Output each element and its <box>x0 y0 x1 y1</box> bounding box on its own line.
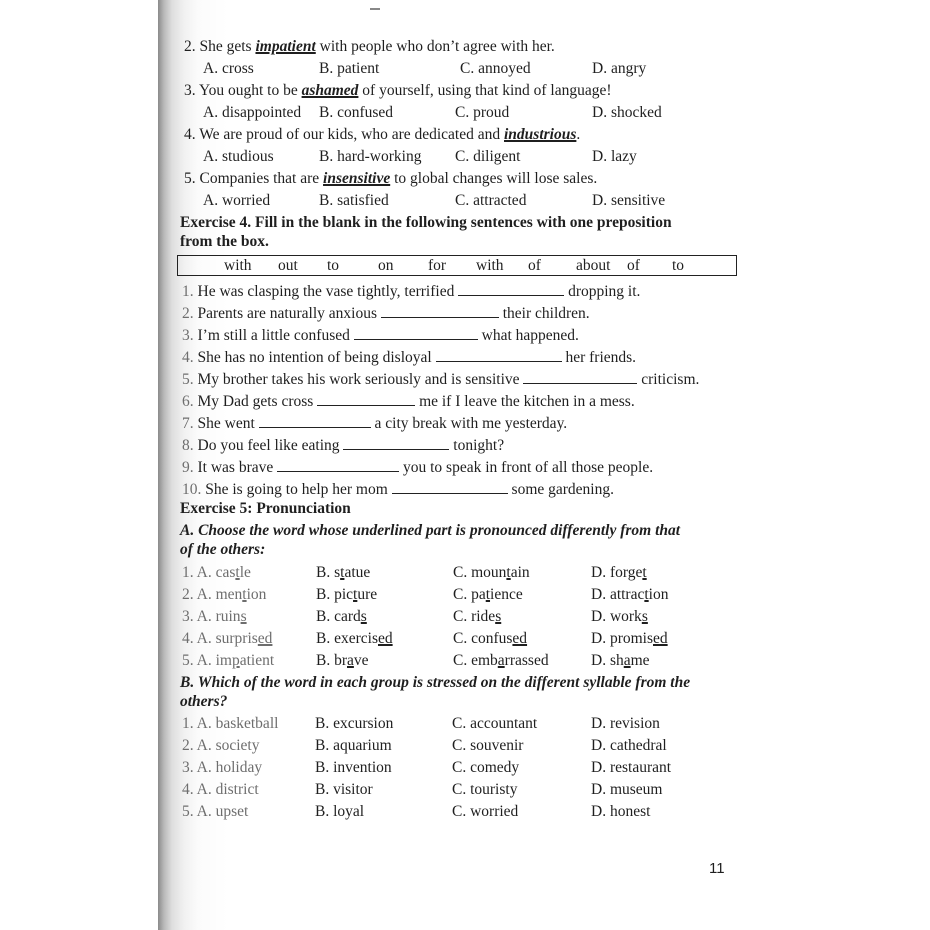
ex4-sentence-3 <box>182 325 579 345</box>
underlined-part: a <box>347 652 354 669</box>
option-a: A. worried <box>203 192 271 209</box>
ex4-sentence-6 <box>182 391 635 411</box>
stress-option: 5. A. upset <box>182 803 249 820</box>
option-text: atue <box>344 564 371 581</box>
box-word: with <box>224 257 252 274</box>
stress-option: C. worried <box>452 803 519 820</box>
exercise-4-title-cont: from the box. <box>180 233 269 250</box>
item-number: 8. <box>182 437 194 454</box>
option-d: D. lazy <box>592 148 637 165</box>
box-word: on <box>378 257 394 274</box>
ex4-sentence-1 <box>182 281 640 301</box>
underlined-part: p <box>231 652 240 669</box>
pron-option <box>316 652 369 670</box>
pron-option <box>591 630 668 648</box>
ex4-sentence-5 <box>182 369 699 389</box>
pron-option <box>453 608 501 626</box>
exercise-4-title: Exercise 4. Fill in the blank in the following sentences with one preposition <box>180 214 672 231</box>
box-word: out <box>278 257 298 274</box>
option-d: D. angry <box>592 60 647 77</box>
answer-blank[interactable] <box>343 435 449 450</box>
ex4-sentence-10 <box>182 479 614 499</box>
stress-option: B. loyal <box>315 803 365 820</box>
option-text: ion <box>246 586 267 603</box>
sentence-text: a city break with me yesterday. <box>374 415 568 432</box>
part-b-instruction-cont: others? <box>180 693 228 710</box>
sentence-text: criticism. <box>641 371 700 388</box>
pron-option <box>453 586 523 604</box>
sentence-text: She is going to help her mom <box>205 481 388 498</box>
option-text: ain <box>510 564 530 581</box>
option-text: C. moun <box>453 564 507 581</box>
ex4-sentence-7 <box>182 413 567 433</box>
item-number: 2. <box>182 305 194 322</box>
stress-option: C. touristy <box>452 781 518 798</box>
stress-option: D. revision <box>591 715 660 732</box>
pron-option <box>591 586 668 604</box>
pron-option <box>316 564 370 582</box>
option-text: D. attrac <box>591 586 645 603</box>
box-word: of <box>627 257 640 274</box>
option-text: ion <box>648 586 669 603</box>
stress-option: D. honest <box>591 803 651 820</box>
sentence-text: her friends. <box>565 349 637 366</box>
pron-option <box>453 630 527 648</box>
option-text: D. promis <box>591 630 653 647</box>
answer-blank[interactable] <box>523 369 637 384</box>
sentence-text: She went <box>197 415 255 432</box>
option-text: C. emb <box>453 652 498 669</box>
answer-blank[interactable] <box>354 325 478 340</box>
sentence-text: me if I leave the kitchen in a mess. <box>419 393 635 410</box>
exercise-5-title: Exercise 5: Pronunciation <box>180 500 351 517</box>
stress-option: C. comedy <box>452 759 520 776</box>
scan-margin <box>0 0 158 930</box>
item-number: 9. <box>182 459 194 476</box>
sentence-text: you to speak in front of all those people. <box>403 459 654 476</box>
item-number: 3. <box>184 82 196 99</box>
box-word: about <box>576 257 611 274</box>
item-text: We are proud of our kids, who are dedicated and <box>199 126 504 143</box>
box-word: to <box>672 257 685 274</box>
option-text: 1. A. cas <box>182 564 236 581</box>
underlined-part: t <box>235 564 240 581</box>
item-number: 10. <box>182 481 202 498</box>
option-text: rrassed <box>504 652 549 669</box>
option-b: B. confused <box>319 104 394 121</box>
item-number: 5. <box>182 371 194 388</box>
pron-option <box>182 608 247 626</box>
underlined-part: ed <box>653 630 668 647</box>
sentence-text: I’m still a little confused <box>197 327 350 344</box>
option-text: ve <box>353 652 369 669</box>
option-text: le <box>239 564 251 581</box>
stress-option: D. restaurant <box>591 759 672 776</box>
answer-blank[interactable] <box>381 303 499 318</box>
option-text: B. card <box>316 608 361 625</box>
stress-option: B. aquarium <box>315 737 392 754</box>
option-text: B. s <box>316 564 341 581</box>
pron-option <box>182 564 251 582</box>
stress-option: B. excursion <box>315 715 394 732</box>
item-number: 6. <box>182 393 194 410</box>
option-c: C. diligent <box>455 148 521 165</box>
option-text: C. confus <box>453 630 513 647</box>
underlined-part: s <box>360 608 367 625</box>
answer-blank[interactable] <box>259 413 371 428</box>
pron-option <box>316 608 367 626</box>
option-b: B. hard-working <box>319 148 422 165</box>
pron-option <box>453 652 549 670</box>
answer-blank[interactable] <box>436 347 562 362</box>
page-number: 11 <box>709 860 725 877</box>
ex3-item-3 <box>184 82 612 100</box>
underlined-part: ed <box>377 630 393 647</box>
preposition-box <box>177 255 737 276</box>
pron-option <box>591 564 647 582</box>
ex3-item-5 <box>184 170 597 188</box>
box-word: of <box>528 257 541 274</box>
option-text: 5. A. im <box>182 652 232 669</box>
item-text: You ought to be <box>198 82 302 99</box>
stress-option: D. museum <box>591 781 663 798</box>
part-a-instruction: A. Choose the word whose underlined part is pronounced differently from that <box>180 522 681 539</box>
pron-option <box>591 608 648 626</box>
option-b: B. satisfied <box>319 192 389 209</box>
option-c: C. proud <box>455 104 510 121</box>
sentence-text: My Dad gets cross <box>197 393 314 410</box>
underlined-part: s <box>495 608 502 625</box>
answer-blank[interactable] <box>277 457 399 472</box>
sentence-text: some gardening. <box>511 481 614 498</box>
sentence-text: He was clasping the vase tightly, terrified <box>197 283 455 300</box>
ex4-sentence-8 <box>182 435 504 455</box>
underlined-part: t <box>644 586 649 603</box>
item-text: . <box>576 126 581 143</box>
pron-option <box>182 586 266 604</box>
item-number: 5. <box>184 170 196 187</box>
option-text: D. work <box>591 608 642 625</box>
item-number: 2. <box>184 38 196 55</box>
sentence-text: Do you feel like eating <box>197 437 340 454</box>
stress-option: 2. A. society <box>182 737 260 754</box>
box-word: for <box>428 257 447 274</box>
sentence-text: Parents are naturally anxious <box>197 305 377 322</box>
item-number: 4. <box>184 126 196 143</box>
option-text: B. pic <box>316 586 354 603</box>
target-word: ashamed <box>301 82 359 99</box>
option-c: C. annoyed <box>460 60 531 77</box>
underlined-part: t <box>485 586 491 603</box>
option-a: A. cross <box>203 60 254 77</box>
stress-option: B. invention <box>315 759 392 776</box>
stress-option: D. cathedral <box>591 737 667 754</box>
underlined-part: t <box>242 586 247 603</box>
pron-option <box>591 652 650 670</box>
underlined-part: ed <box>257 630 273 647</box>
pron-option <box>453 564 530 582</box>
option-b: B. patient <box>319 60 380 77</box>
underlined-part: a <box>497 652 505 669</box>
underlined-part: t <box>642 564 647 581</box>
stress-option: 4. A. district <box>182 781 259 798</box>
item-number: 1. <box>182 283 194 300</box>
option-a: A. studious <box>203 148 274 165</box>
underlined-part: ed <box>512 630 528 647</box>
sentence-text: It was brave <box>197 459 274 476</box>
item-number: 3. <box>182 327 194 344</box>
option-text: 3. A. ruin <box>182 608 241 625</box>
option-d: D. sensitive <box>592 192 666 209</box>
sentence-text: their children. <box>502 305 590 322</box>
pron-option <box>316 586 377 604</box>
option-text: atient <box>239 652 275 669</box>
target-word: impatient <box>255 38 316 55</box>
box-word: with <box>476 257 504 274</box>
option-text: 4. A. surpris <box>182 630 258 647</box>
underlined-part: s <box>641 608 648 625</box>
option-text: B. exercis <box>316 630 378 647</box>
ex4-sentence-2 <box>182 303 590 323</box>
answer-blank[interactable] <box>317 391 415 406</box>
option-d: D. shocked <box>592 104 662 121</box>
sentence-text: My brother takes his work seriously and is sensitive <box>197 371 520 388</box>
option-a: A. disappointed <box>203 104 302 121</box>
stress-option: 1. A. basketball <box>182 715 279 732</box>
option-text: ure <box>357 586 378 603</box>
sentence-text: dropping it. <box>568 283 641 300</box>
ex4-sentence-4 <box>182 347 636 367</box>
option-c: C. attracted <box>455 192 527 209</box>
ex4-sentence-9 <box>182 457 653 477</box>
item-text: of yourself, using that kind of language! <box>358 82 612 99</box>
pron-option <box>316 630 393 648</box>
underlined-part: t <box>353 586 358 603</box>
stress-option: 3. A. holiday <box>182 759 263 776</box>
part-b-instruction: B. Which of the word in each group is stressed on the different syllable from the <box>180 674 691 691</box>
option-text: D. forge <box>591 564 643 581</box>
item-text: She gets <box>199 38 256 55</box>
ex3-item-2 <box>184 38 555 56</box>
part-a-instruction-cont: of the others: <box>180 541 266 558</box>
stress-option: C. souvenir <box>452 737 524 754</box>
sentence-text: what happened. <box>481 327 579 344</box>
answer-blank[interactable] <box>392 479 508 494</box>
underlined-part: a <box>623 652 631 669</box>
scan-mark <box>370 8 380 10</box>
item-number: 4. <box>182 349 194 366</box>
sentence-text: tonight? <box>453 437 505 454</box>
ex3-item-4 <box>184 126 580 144</box>
item-text: with people who don’t agree with her. <box>315 38 555 55</box>
option-text: 2. A. men <box>182 586 243 603</box>
option-text: B. br <box>316 652 347 669</box>
box-word: to <box>327 257 340 274</box>
underlined-part: t <box>506 564 511 581</box>
item-number: 7. <box>182 415 194 432</box>
option-text: C. ride <box>453 608 496 625</box>
sentence-text: She has no intention of being disloyal <box>197 349 432 366</box>
item-text: to global changes will lose sales. <box>390 170 598 187</box>
option-text: ience <box>490 586 523 603</box>
stress-option: C. accountant <box>452 715 538 732</box>
underlined-part: t <box>340 564 345 581</box>
answer-blank[interactable] <box>458 281 564 296</box>
stress-option: B. visitor <box>315 781 373 798</box>
pron-option <box>182 652 274 670</box>
item-text: Companies that are <box>199 170 324 187</box>
target-word: insensitive <box>323 170 391 187</box>
option-text: D. sh <box>591 652 624 669</box>
target-word: industrious <box>504 126 577 143</box>
pron-option <box>182 630 272 648</box>
underlined-part: s <box>240 608 247 625</box>
option-text: C. pa <box>453 586 486 603</box>
option-text: me <box>630 652 650 669</box>
